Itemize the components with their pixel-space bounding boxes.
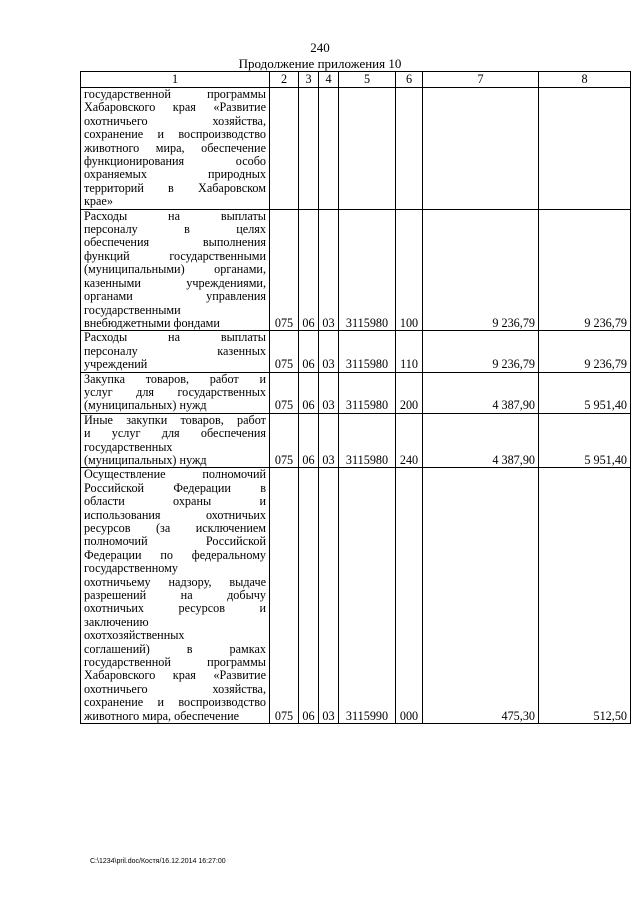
- header-row: [81, 72, 631, 88]
- expense-name-line: Хабаровского края «Развитие: [84, 100, 266, 115]
- expense-name-line: сохранение и воспроизводство: [84, 695, 266, 710]
- amount-year1-cell: 475,30: [423, 468, 539, 724]
- expense-name-line: государственной программы: [84, 87, 266, 101]
- amount-year1-cell: [423, 88, 539, 210]
- ministry-code-cell: 075: [270, 372, 299, 413]
- expense-name-line: заключению: [84, 614, 149, 629]
- expense-name-line: Федерации по федеральному: [84, 547, 266, 562]
- expense-name-cell: [81, 209, 270, 331]
- table-row: [81, 331, 631, 372]
- amount-year2-cell: 5 951,40: [539, 413, 631, 468]
- expense-type-cell: 110: [396, 331, 423, 372]
- expense-name-line: (муниципальных) нужд: [84, 452, 207, 467]
- table-row: [81, 413, 631, 468]
- table-row: [81, 88, 631, 210]
- expense-name-line: государственному: [84, 561, 178, 576]
- expense-name-line: обеспечения выполнения: [84, 235, 266, 250]
- expense-name-line: Расходы на выплаты: [84, 330, 266, 345]
- ministry-code-cell: 075: [270, 209, 299, 331]
- amount-year2-cell: [539, 88, 631, 210]
- expense-name-cell: [81, 468, 270, 724]
- expense-name-line: и услуг для обеспечения: [84, 426, 266, 441]
- target-article-cell: 3115980: [339, 413, 396, 468]
- expense-type-cell: 100: [396, 209, 423, 331]
- amount-year1-cell: 9 236,79: [423, 331, 539, 372]
- expense-name-line: охраняемых природных: [84, 167, 266, 182]
- expense-name-line: Осуществление полномочий: [84, 467, 266, 482]
- section-code-cell: 06: [299, 331, 319, 372]
- expense-name-cell: [81, 331, 270, 372]
- subsection-code-cell: 03: [319, 468, 339, 724]
- expense-type-cell: 200: [396, 372, 423, 413]
- target-article-cell: [339, 88, 396, 210]
- expense-name-line: функций государственными: [84, 248, 266, 263]
- target-article-cell: 3115980: [339, 372, 396, 413]
- subsection-code-cell: 03: [319, 331, 339, 372]
- expense-name-line: персоналу в целях: [84, 222, 266, 237]
- column-header: 1: [81, 72, 270, 88]
- column-header: 8: [539, 72, 631, 88]
- expense-name-cell: [81, 413, 270, 468]
- ministry-code-cell: 075: [270, 468, 299, 724]
- table-row: [81, 372, 631, 413]
- expense-name-line: органами управления: [84, 289, 266, 304]
- subsection-code-cell: [319, 88, 339, 210]
- expense-name-line: охотничьему надзору, выдаче: [84, 574, 266, 589]
- expense-name-line: Иные закупки товаров, работ: [84, 412, 266, 427]
- column-header: 7: [423, 72, 539, 88]
- expense-name-line: животного мира, обеспечение: [84, 708, 240, 723]
- table-row: [81, 209, 631, 331]
- file-path-footer: C:\1234\pril.doc/Костя/16.12.2014 16:27:00: [90, 858, 226, 865]
- expense-name-line: учреждений: [84, 357, 148, 372]
- expense-type-cell: 000: [396, 468, 423, 724]
- expense-name-line: государственными: [84, 302, 181, 317]
- column-header: 6: [396, 72, 423, 88]
- expense-name-line: соглашений) в рамках: [84, 641, 266, 656]
- section-code-cell: [299, 88, 319, 210]
- column-header: 2: [270, 72, 299, 88]
- column-header: 3: [299, 72, 319, 88]
- expense-name-line: услуг для государственных: [84, 384, 266, 399]
- expense-name-line: крае»: [84, 194, 113, 209]
- ministry-code-cell: 075: [270, 413, 299, 468]
- expense-name-line: охотхозяйственных: [84, 628, 185, 643]
- expense-name-line: Закупка товаров, работ и: [84, 371, 266, 386]
- expense-name-line: разрешений на добычу: [84, 588, 266, 603]
- expense-name-cell: [81, 88, 270, 210]
- expense-name-line: использования охотничьих: [84, 507, 266, 522]
- continuation-title: Продолжение приложения 10: [238, 56, 402, 71]
- subsection-code-cell: 03: [319, 209, 339, 331]
- expense-name-line: охотничьего хозяйства,: [84, 681, 266, 696]
- amount-year2-cell: 5 951,40: [539, 372, 631, 413]
- amount-year2-cell: 9 236,79: [539, 209, 631, 331]
- expense-name-line: территорий в Хабаровском: [84, 180, 266, 195]
- section-code-cell: 06: [299, 209, 319, 331]
- subsection-code-cell: 03: [319, 413, 339, 468]
- expense-name-line: животного мира, обеспечение: [84, 140, 266, 155]
- table-row: [81, 468, 631, 724]
- target-article-cell: 3115990: [339, 468, 396, 724]
- expense-name-line: государственных: [84, 439, 173, 454]
- expense-name-line: ресурсов (за исключением: [84, 521, 266, 535]
- section-code-cell: 06: [299, 372, 319, 413]
- expense-name-line: внебюджетными фондами: [84, 315, 220, 330]
- column-header: 5: [339, 72, 396, 88]
- expense-name-line: области охраны и: [84, 494, 266, 509]
- expense-type-cell: 240: [396, 413, 423, 468]
- expense-name-cell: [81, 372, 270, 413]
- section-code-cell: 06: [299, 468, 319, 724]
- expense-name-line: сохранение и воспроизводство: [84, 127, 266, 142]
- expense-name-line: Расходы на выплаты: [84, 208, 266, 223]
- expense-type-cell: [396, 88, 423, 210]
- amount-year2-cell: 9 236,79: [539, 331, 631, 372]
- target-article-cell: 3115980: [339, 209, 396, 331]
- expense-name-line: Российской Федерации в: [84, 480, 266, 495]
- amount-year2-cell: 512,50: [539, 468, 631, 724]
- amount-year1-cell: 4 387,90: [423, 413, 539, 468]
- column-header: 4: [319, 72, 339, 88]
- expense-name-line: функционирования особо: [84, 154, 266, 169]
- expense-name-line: охотничьего хозяйства,: [84, 113, 266, 128]
- ministry-code-cell: [270, 88, 299, 210]
- target-article-cell: 3115980: [339, 331, 396, 372]
- expense-name-line: охотничьих ресурсов и: [84, 601, 266, 616]
- amount-year1-cell: 9 236,79: [423, 209, 539, 331]
- page-number: 240: [310, 40, 330, 55]
- expense-name-line: Хабаровского края «Развитие: [84, 668, 266, 683]
- expense-name-line: государственной программы: [84, 655, 266, 670]
- expense-name-line: (муниципальными) органами,: [84, 262, 266, 277]
- ministry-code-cell: 075: [270, 331, 299, 372]
- expense-name-line: персоналу казенных: [84, 343, 266, 358]
- subsection-code-cell: 03: [319, 372, 339, 413]
- expense-name-line: (муниципальных) нужд: [84, 398, 207, 413]
- amount-year1-cell: 4 387,90: [423, 372, 539, 413]
- budget-table: [80, 71, 631, 724]
- expense-name-line: казенными учреждениями,: [84, 275, 266, 290]
- section-code-cell: 06: [299, 413, 319, 468]
- expense-name-line: полномочий Российской: [84, 534, 266, 549]
